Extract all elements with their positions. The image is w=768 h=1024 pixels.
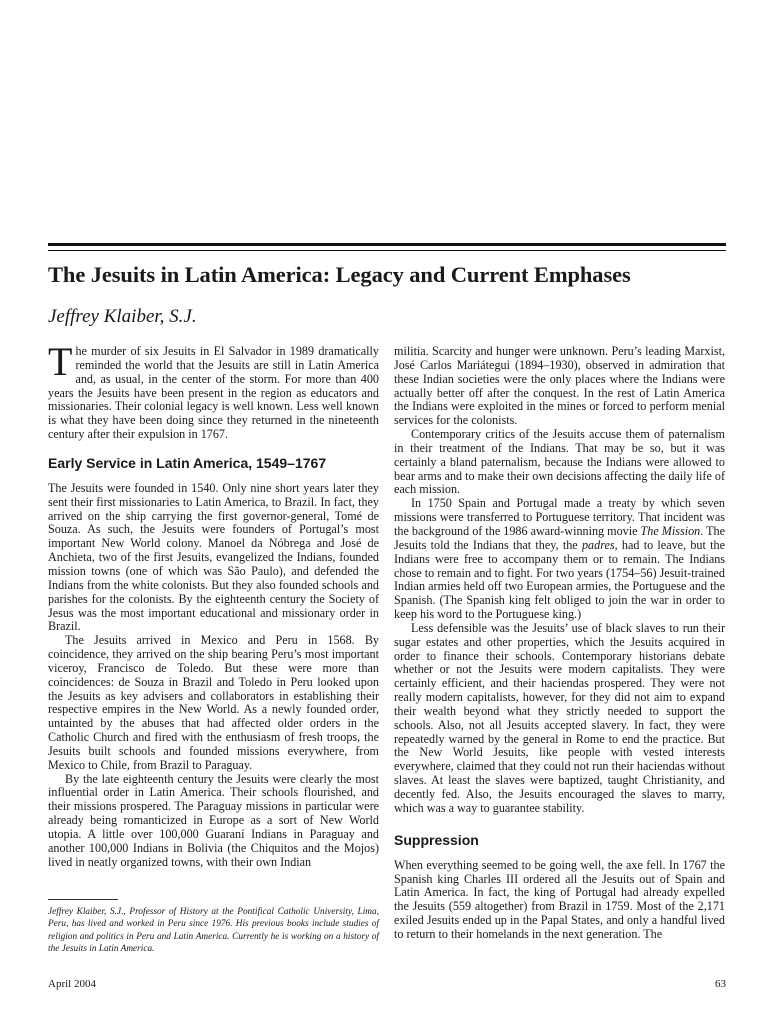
- paragraph: Less defensible was the Jesuits’ use of black slaves to run their sugar estates and other properties, which the Jesuits acquired in order to finance their schools. Contemporary historians debate whether or not the Jesuits were modern capitalists. They were certainly efficient, and their haciendas prospered. They were not really modern capitalists, however, for they did not aim to expand their wealth beyond what they strictly needed to support the schools. Also, not all Jesuits accepted slavery. In fact, they were repeatedly warned by the general in Rome to end the practice. But the New World Jesuits, like people with vested interests everywhere, claimed that they could not run their haciendas without slaves. At least the slaves were baptized, taught Christianity, and decently fed. Also, the Jesuits encouraged the slaves to marry, which was a way to guarantee stability.: [394, 620, 725, 815]
- paragraph: militia. Scarcity and hunger were unknown. Peru’s leading Marxist, José Carlos Mariátegui (1894–1930), observed in admiration that these Indian societies were the only places where the Indians were actually better off after the conquest. In the rest of Latin America the Indians were exploited in the mines or forced to perform menial services for the colonists.: [394, 344, 725, 428]
- header-rule-thin: [48, 250, 726, 251]
- paragraph-text: . The Jesuits told the Indians that they, the: [394, 523, 725, 552]
- section-heading-suppression: Suppression: [394, 831, 479, 848]
- article-title: The Jesuits in Latin America: Legacy and Current Emphases: [48, 262, 631, 287]
- paragraph: The Jesuits arrived in Mexico and Peru in 1568. By coincidence, they arrived on the ship bearing Peru’s most important viceroy, Francisco de Toledo. But these were more than coincidences: de Souza in Brazil and Toledo in Peru looked upon the Jesuits as key advisers and collaborators in establishing their respective empires in the New World. As a newly founded order, untainted by the abuses that had affected older orders in the Catholic Church and fired with the enthusiasm of fresh troops, the Jesuits built schools and founded missions everywhere, from Mexico to Chile, from Brazil to Paraguay.: [48, 633, 379, 772]
- footnote-rule: [48, 899, 118, 900]
- right-column: [394, 345, 725, 942]
- paragraph-text: , had to leave, but the Indians were free to accompany them or to remain. The Indians chose to remain and to fight. For two years (1754–56) Jesuit-trained Indian armies held off two European armies, the Portuguese and the Spanish. (The Spanish king felt obliged to join the war in order to keep his word to the Portuguese king.): [394, 537, 725, 622]
- drop-cap: T: [48, 339, 73, 384]
- paragraph: By the late eighteenth century the Jesuits were clearly the most influential order in Latin America. Their schools flourished, and their missions prospered. The Paraguay missions in particular were already being romanticized in Europe as a sort of New World utopia. A little over 100,000 Guaraní Indians in Paraguay and another 100,000 Indians in Bolivia (the Chiquitos and the Mojos) lived in neatly organized towns, with their own Indian: [48, 771, 379, 869]
- section-heading-early-service: Early Service in Latin America, 1549–1767: [48, 454, 327, 471]
- paragraph: [394, 497, 725, 622]
- header-rule-thick: [48, 243, 726, 246]
- page-date: April 2004: [48, 978, 96, 990]
- paragraph-text: In 1750 Spain and Portugal made a treaty by which seven missions were transferred to Portuguese territory. That incident was the background of the 1986 award-winning movie: [394, 496, 725, 538]
- left-column: [48, 339, 379, 870]
- intro-paragraph: [48, 339, 379, 442]
- paragraph: When everything seemed to be going well, the axe fell. In 1767 the Spanish king Charles III ordered all the Jesuits out of Spain and Latin America. In fact, the king of Portugal had already expelled the Jesuits (559 altogether) from Brazil in 1759. Most of the 2,171 exiled Jesuits ended up in the Papal States, and only a handful lived to return to their homelands in the next generation. The: [394, 857, 725, 941]
- italic-term: padres: [581, 537, 615, 552]
- author-footnote: Jeffrey Klaiber, S.J., Professor of History at the Pontifical Catholic University, Lima, Peru, has lived and worked in Peru since 1976. His previous books include studies of religion and politics in Peru and Latin America. Currently he is working on a history of the Jesuits in Latin America.: [48, 907, 379, 955]
- intro-text: he murder of six Jesuits in El Salvador in 1989 dramatically reminded the world that the Jesuits are still in Latin America and, as usual, in the center of the storm. For more than 400 years the Jesuits have been present in the region as educators and missionaries. Their colonial legacy is well known. Less well known is what they have been doing since they returned in the nineteenth century after their expulsion in 1767.: [48, 344, 379, 442]
- article-author: Jeffrey Klaiber, S.J.: [48, 306, 197, 327]
- paragraph: The Jesuits were founded in 1540. Only nine short years later they sent their first missionaries to Latin America, to Brazil. In fact, they arrived on the ship carrying the first governor-general, Tomé de Souza. As such, the Jesuits were founders of Portugal’s most important New World colony. Manoel da Nóbrega and José de Anchieta, two of the first Jesuits, evangelized the Indians, founded mission towns (one of which was São Paulo), and defended the Indians from the white colonists. But they also founded schools and parishes for the colonists. By the eighteenth century the Society of Jesus was the most important educational and missionary order in Brazil.: [48, 480, 379, 634]
- movie-title: The Mission: [640, 523, 701, 538]
- page-number: 63: [715, 978, 726, 990]
- paragraph: Contemporary critics of the Jesuits accuse them of paternalism in their treatment of the Indians. That may be so, but it was certainly a bland paternalism, because the Indians were allowed to bear arms and to make their own decisions affecting the daily life of each mission.: [394, 427, 725, 497]
